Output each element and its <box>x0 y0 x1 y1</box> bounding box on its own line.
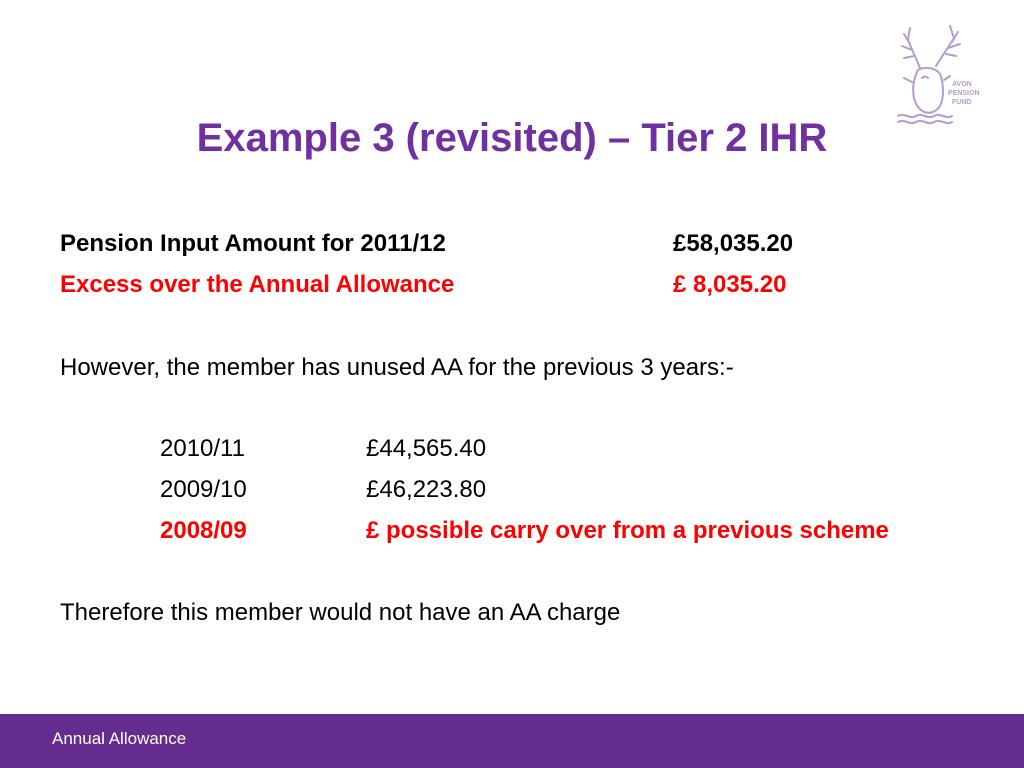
pia-label: Pension Input Amount for 2011/12 <box>60 230 446 257</box>
logo-text-line1: AVON <box>952 81 972 88</box>
conclusion-text: Therefore this member would not have an AA charge <box>60 599 621 626</box>
logo-text-line3: FUND <box>952 99 972 106</box>
excess-label: Excess over the Annual Allowance <box>60 271 455 298</box>
year-2008-value: £ possible carry over from a previous scheme <box>366 517 889 544</box>
slide-title: Example 3 (revisited) – Tier 2 IHR <box>196 116 828 160</box>
footer-title: Annual Allowance <box>52 729 187 748</box>
year-2009-label: 2009/10 <box>160 476 247 503</box>
pia-value: £58,035.20 <box>673 230 794 257</box>
year-2010-label: 2010/11 <box>160 435 245 462</box>
year-2009-value: £46,223.80 <box>366 476 487 503</box>
year-2008-label: 2008/09 <box>160 517 247 544</box>
however-text: However, the member has unused AA for the previous 3 years:- <box>60 354 734 381</box>
year-2010-value: £44,565.40 <box>366 435 487 462</box>
excess-value: £ 8,035.20 <box>673 271 787 298</box>
logo-text-line2: PENSION <box>948 90 980 97</box>
avon-pension-fund-logo <box>890 22 980 126</box>
stag-head-icon <box>902 26 960 68</box>
